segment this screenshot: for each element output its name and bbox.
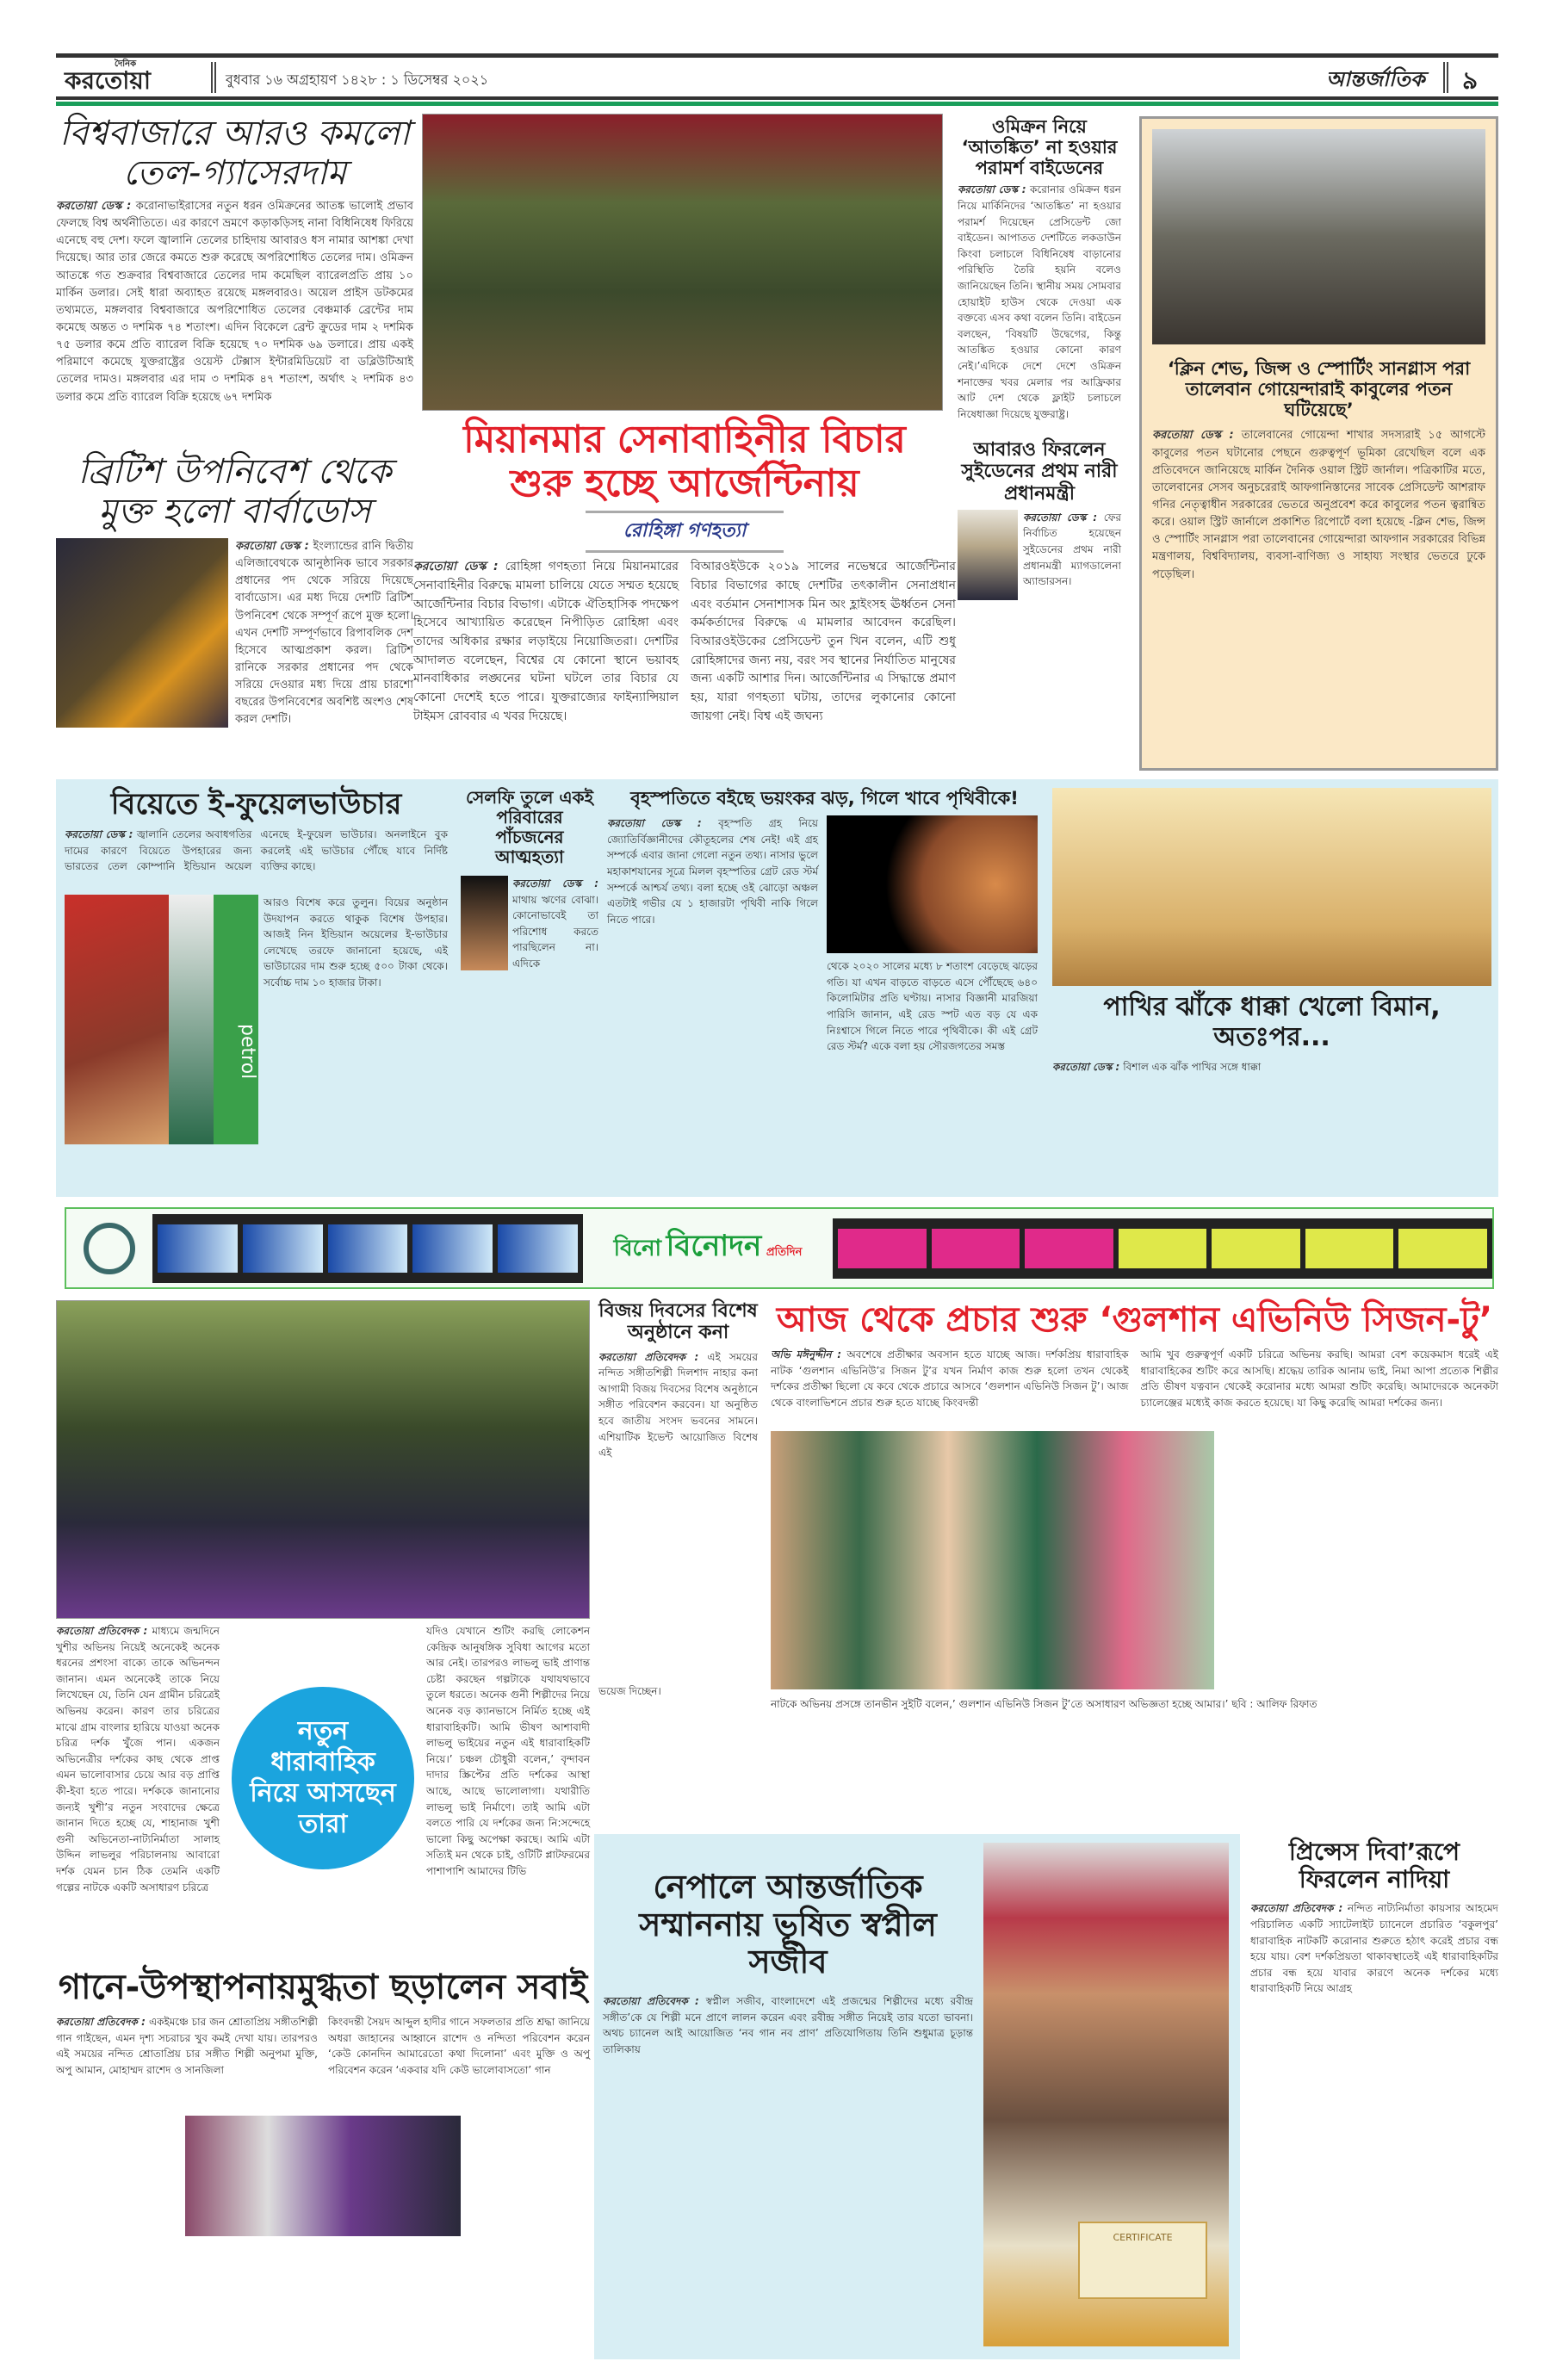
headline: পাখির ঝাঁকে ধাক্কা খেলো বিমান, অতঃপর... <box>1103 992 1441 1052</box>
body-text: রোহিঙ্গা গণহত্যা নিয়ে মিয়ানমারের সেনাবাহিনীর বিরুদ্ধে মামলা চালিয়ে যেতে সম্মত হয়েছে আর্জেন্টিনার বিচার বিভাগ। এটাকে ঐতিহাসিক পদক্ষেপ হিসেবে আখ্যায়িত করেছেন নিপীড়িত রোহিঙ্গা এবং তাদের অধিকার রক্ষার লড়াইয়ে নিয়োজিতরা। দেশটির আদালত বলেছেন, বিশ্বের যে কোনো স্থানে ভয়াবহ মানবাধিকার লঙ্ঘনের ঘটনা ঘটলে তার বিচার যে কোনো দেশেই হতে পারে। যুক্তরাজ্যের ফাইন্যান্সিয়াল টাইমস রোববার এ খবর দিয়েছে। <box>413 560 679 723</box>
photo-caption: নাটকে অভিনয় প্রসঙ্গে তানভীন সুইটি বলেন,’ গুলশান এভিনিউ সিজন টু’তে অসাধারণ অভিজ্ঞতা হচ্ছে আমার।’ ছবি : আলিফ রিফাত <box>771 1698 1318 1710</box>
headline: আজ থেকে প্রচার শুরু ‘গুলশান এভিনিউ সিজন-টু’ <box>776 1300 1493 1340</box>
entertainment-banner <box>65 1207 1494 1289</box>
article-taliban <box>1139 116 1498 771</box>
article-body <box>65 827 448 891</box>
header-top-rule <box>56 53 1498 58</box>
banner-text-2: বিনোদন <box>666 1229 762 1263</box>
header-green-rule <box>56 102 1498 106</box>
headline: নেপালে আন্তর্জাতিক সম্মাননায় ভূষিত স্বপ্নীল সজীব <box>639 1868 937 1981</box>
article-body <box>1152 427 1485 711</box>
headline: বিশ্ববাজারে আরও কমলো তেল-গ্যাসেরদাম <box>59 114 411 193</box>
article-birds-plane <box>1052 788 1491 1145</box>
film-strip-colored <box>833 1218 1492 1279</box>
article-body <box>1250 1900 1498 2331</box>
article-gulshan-avenue <box>771 1300 1498 1713</box>
issue-date: বুধবার ১৬ অগ্রহায়ণ ১৪২৮ : ১ ডিসেম্বর ২০২১ <box>226 71 489 88</box>
headline: সেলফি তুলে একই পরিবারের পাঁচজনের আত্মহত্যা <box>465 787 594 867</box>
article-princess-diba <box>1250 1838 1498 2331</box>
byline: করতোয়া ডেস্ক : <box>958 183 1026 196</box>
byline: করতোয়া প্রতিবেদক : <box>56 1625 148 1637</box>
article-body-col-3 <box>1223 1431 1498 1689</box>
article-sweden <box>958 439 1121 708</box>
photo-birds-plane <box>1052 788 1491 986</box>
banner-title <box>583 1224 833 1273</box>
headline: ব্রিটিশ উপনিবেশ থেকে মুক্ত হলো বার্বাডোস <box>78 452 392 531</box>
body-text: মাথায় ঋণের বোঝা। কোনোভাবেই তা পরিশোধ করতে পারছিলেন না। এদিকে <box>512 893 598 970</box>
article-nepal-award <box>594 1834 1240 2359</box>
article-body <box>598 1349 758 1677</box>
body-text: নন্দিত নাট্যনির্মাতা কায়সার আহমেদ পরিচালিত একটি স্যাটেলাইট চ্যানেলে প্রচারিত ‘বকুলপুর’ ধারাবাহিক নাটকটি করোনার শুরুতে হঠাৎ করেই প্রচার বন্ধ হয়ে যায়। বেশ দর্শকপ্রিয়তা থাকাবস্থাতেই এই ধারাবাহিকটির প্রচার বন্ধ হয়ে যাবার কারণে অনেক দর্শকের মধ্যে ধারাবাহিকটি নিয়ে আগ্রহ <box>1250 1902 1498 1995</box>
body-text: অবশেষে প্রতীক্ষার অবসান হতে যাচ্ছে আজ। দর্শকপ্রিয় ধারাবাহিক নাটক ‘গুলশান এভিনিউ’র সিজন টু’র যখন নির্মাণ কাজ শুরু হলো তখন থেকেই দর্শকের প্রতীক্ষা ছিলো যে কবে থেকে প্রচারে আসবে ‘গুলশান এভিনিউ সিজন টু’। আজ থেকে বাংলাভিশনে প্রচার শুরু হতে যাচ্ছে কিংবদন্তী <box>771 1348 1129 1409</box>
byline: অভি মঈনুদ্দীন : <box>771 1348 842 1360</box>
article-body <box>1023 510 1121 708</box>
body-text: ইংল্যান্ডের রানি দ্বিতীয় এলিজাবেথকে আনুষ্ঠানিক ভাবে সরকার প্রধানের পদ থেকে সরিয়ে দিয়েছে বার্বাডোস। এর মধ্য দিয়ে দেশটি ব্রিটিশ উপনিবেশ থেকে সম্পূর্ণ রূপে মুক্ত হলো। এখন দেশটি সম্পূর্ণভাবে রিপাবলিক দেশ হিসেবে আত্মপ্রকাশ করল। ব্রিটিশ রানিকে সরকার প্রধানের পদ থেকে সরিয়ে দেওয়ার মধ্য দিয়ে প্রায় চারশো বছরের উপনিবেশের অবশিষ্ট অংশও শেষ করল দেশটি। <box>235 540 414 727</box>
byline: করতোয়া ডেস্ক : <box>1152 429 1234 443</box>
article-body <box>235 538 413 728</box>
headline: ‘ক্লিন শেভ, জিন্স ও স্পোর্টিং সানগ্লাস পরা তালেবান গোয়েন্দারাই কাবুলের পতন ঘটিয়েছে’ <box>1167 358 1471 421</box>
body-text: এই সময়ের নন্দিত সঙ্গীতশিল্পী দিলশাদ নাহার কনা আগামী বিজয় দিবসের বিশেষ অনুষ্ঠানে সঙ্গীত পরিবেশন করবেন। যা অনুষ্ঠিত হবে জাতীয় সংসদ ভবনের সামনে। এশিয়াটিক ইভেন্ট আয়োজিত বিশেষ এই <box>598 1350 758 1460</box>
article-body <box>512 876 598 1134</box>
byline: করতোয়া ডেস্ক : <box>413 560 499 574</box>
film-reel-icon <box>84 1223 135 1274</box>
article-bijoy-dibos <box>598 1300 758 1699</box>
article-body-col-2: যদিও যেখানে শুটিং করছি লোকেশন কেন্দ্রিক আনুষঙ্গিক সুবিধা আগের মতো আর নেই। তারপরও লাভলু ভাই প্রাণান্ত চেষ্টা করছেন গল্পটাকে যথাযথভাবে তুলে ধরতে। অনেক গুনী শিল্পীদের নিয়ে অনেক বড় ক্যানভাসে নির্মিত হচ্ছে এই ধারাবাহিকটি। আমি ভীষণ আশাবাদী লাভলু ভাইয়ের নতুন এই ধারাবাহিকটি নিয়ে।’ চঞ্চল চৌধুরী বলেন,’ বৃন্দাবন দাদার স্ক্রিপ্টের প্রতি দর্শকের আস্থা আছে, আছে ভালোলাগা। যথারীতি লাভলু ভাই নির্মাণে। তাই আমি এটা বলতে পারি যে দর্শকের জন্য নি:সন্দেহে ভালো কিছু অপেক্ষা করছে। আমি এটা সত্যিই মন থেকে চাই, ওটিটি প্লাটফরমের পাশাপাশি আমাদের টিভি <box>426 1625 590 1877</box>
photo-taliban-fighter <box>1152 129 1485 344</box>
article-body-col-1 <box>56 2014 318 2109</box>
petrol-label: petrol <box>214 895 258 1144</box>
headline-line-1: মিয়ানমার সেনাবাহিনীর বিচার <box>463 418 906 462</box>
section-divider <box>1443 62 1448 93</box>
article-omicron <box>958 116 1121 420</box>
film-strip-blue <box>152 1214 583 1283</box>
byline: করতোয়া প্রতিবেদক : <box>603 1995 699 2008</box>
article-body-col-1 <box>56 1623 220 1955</box>
article-myanmar <box>413 418 956 752</box>
article-body-2: আরও বিশেষ করে তুলুন। বিয়ের অনুষ্ঠান উদযাপন করতে থাকুক বিশেষ উপহার। আজই নিন ইন্ডিয়ান অয়েলের ই-ভাউচার লেখেছে তরফে জানানো হয়েছে, এই ভাউচারের দাম শুরু হচ্ছে ৫০০ টাকা থেকে। সর্বোচ্চ দাম ১০ হাজার টাকা। <box>264 896 448 989</box>
article-body-col-2: আমি খুব গুরুত্বপূর্ণ একটি চরিত্রে অভিনয় করছি। আমরা বেশ কয়েকমাস ধরেই এই ধারাবাহিকের শুটিং করে আসছি। শ্রদ্ধেয় তারিক আনাম ভাই, নিমা আপা প্রত্যেক শিল্পীর প্রতি ভীষণ যত্নবান থেকেই করোনার মধ্যে আমরা শুটিং করেছি। আমাদেরকে অনেকটা চ্যালেঞ্জের মধ্যেই কাজ করতে হয়েছে। যা কিছু করেছি আমরা দর্শকের জন্য। <box>1140 1348 1498 1409</box>
article-body-col-1 <box>413 558 679 752</box>
article-end: ভয়েজ দিচ্ছেন। <box>598 1684 661 1697</box>
body-text: জ্বালানি তেলের অবাধগতির দামের কারণে বিয়েতে উপহারের জন্য ভারতের তেল কোম্পানি ইন্ডিয়ান অয়েল এনেছে ই-ফুয়েল ভাউচার। অনলাইনে বুক করলেই এই ভাউচার পৌঁছে যাবে নির্দিষ্ট ব্যক্তির কাছে। <box>65 828 448 873</box>
headline: আবারও ফিরলেন সুইডেনের প্রথম নারী প্রধানমন্ত্রী <box>961 439 1118 505</box>
photo-singers <box>185 2116 461 2236</box>
body-text: একইমঞ্চে চার জন শ্রোতাপ্রিয় সঙ্গীতশিল্পী গান গাইছেন, এমন দৃশ্য সচরাচর খুব কমই দেখা যায়। তারপরও এই সময়ের নন্দিত শ্রোতাপ্রিয় চার সঙ্গীত শিল্পী অনুপমা মুক্তি, অপু আমান, মোহাম্মদ রাশেদ ও সানজিলা <box>56 2016 318 2076</box>
banner-text-3: প্রতিদিন <box>766 1246 803 1259</box>
photo-selfie <box>461 876 508 970</box>
masthead-small: দৈনিক <box>115 59 137 69</box>
article-body <box>958 182 1121 420</box>
article-body <box>603 1993 973 2338</box>
article-jupiter-storm <box>607 788 1042 1160</box>
photo-serial-cast <box>56 1300 590 1619</box>
subhead-rohingya-genocide: রোহিঙ্গা গণহত্যা <box>586 511 784 553</box>
body-text: করোনাভাইরাসের নতুন ধরন ওমিক্রনের আতঙ্ক ভালোই প্রভাব ফেলছে বিশ্ব অর্থনীতিতে। এর কারণে ভ্রমণে কড়াকড়িসহ নানা বিধিনিষেধ ফিরিয়ে এনেছে বহু দেশ। ফলে জ্বালানি তেলের চাহিদায় আবারও ধস নামার আশঙ্কা দেখা দিয়েছে। আর তার জেরে কমতে শুরু করেছে অপরিশোধিত তেলের দাম। ওমিক্রন আতঙ্কে গত শুক্রবার বিশ্ববাজারে তেলের দাম কমেছিল ব্যারেলপ্রতি প্রায় ১০ মার্কিন ডলার। সেই ধারা অব্যাহত রয়েছে মঙ্গলবারও। অয়েল প্রাইস ডটকমের তথ্যমতে, মঙ্গলবার বিশ্ববাজারে অপরিশোধিত তেলের বেঞ্চমার্ক ব্রেন্টের দাম কমেছে অন্তত ৩ দশমিক ৭৪ শতাংশ। এদিন বিকেলে ব্রেন্ট ক্রুডের দাম ২ দশমিক ৭৫ ডলার কমে প্রতি ব্যারেল বিক্রি হয়েছে ৭০ দশমিক ৬৯ ডলারে। প্রায় একই পরিমাণে কমেছে যুক্তরাষ্ট্রের ওয়েস্ট টেক্সাস ইন্টারমিডিয়েট বা ডব্লিউটিআই তেলের দামও। মঙ্গলবার এর দাম ৩ দশমিক ৪৭ শতাংশ, অর্থাৎ ২ দশমিক ৪৩ ডলার কমে প্রতি ব্যারেল বিক্রি হয়েছে ৬৭ দশমিক <box>56 200 413 404</box>
body-text: বিশাল এক ঝাঁক পাখির সঙ্গে ধাক্কা <box>1123 1061 1262 1073</box>
byline: করতোয়া ডেস্ক : <box>512 877 598 889</box>
body-text: করোনার ওমিক্রন ধরন নিয়ে মার্কিনিদের ‘আতঙ্কিত’ না হওয়ার পরামর্শ দিয়েছেন প্রেসিডেন্ট জো বাইডেন। আপাতত দেশটিতে লকডাউন কিংবা চলাচলে বিধিনিষেধ বাড়ানোর পরিস্থিতি তৈরি হয়নি বলেও জানিয়েছেন তিনি। স্থানীয় সময় সোমবার হোয়াইট হাউস থেকে দেওয়া এক বক্তব্যে এসব কথা বলেন তিনি। বাইডেন বলছেন, ‘বিষয়টি উদ্বেগের, কিন্তু আতঙ্কিত হওয়ার কোনো কারণ নেই।’এদিকে দেশে দেশে ওমিক্রন শনাক্তের খবর মেলার পর আফ্রিকার আট দেশ থেকে ফ্লাইট চলাচলে নিষেধাজ্ঞা দিয়েছে যুক্তরাষ্ট্র। <box>958 183 1121 420</box>
photo-swedish-pm <box>958 510 1018 600</box>
article-new-serial <box>56 1623 590 1955</box>
masthead-divider <box>211 62 216 93</box>
headline-line-2: শুরু হচ্ছে আর্জেন্টিনায় <box>510 461 859 505</box>
headline: বিয়েতে ই-ফুয়েলভাউচার <box>110 787 402 821</box>
headline: গানে-উপস্থাপনায়মুগ্ধতা ছড়ালেন সবাই <box>58 1968 588 2007</box>
byline: করতোয়া ডেস্ক : <box>56 200 132 213</box>
header-bottom-rule <box>56 96 1498 100</box>
byline: করতোয়া প্রতিবেদক : <box>1250 1902 1343 1915</box>
photo-wedding-petrol <box>65 895 258 1144</box>
masthead-logo <box>65 60 207 95</box>
article-song-performance <box>56 1968 590 2236</box>
headline: বৃহস্পতিতে বইছে ভয়ংকর ঝড়, গিলে খাবে পৃথিবীকে! <box>630 788 1019 809</box>
certificate-label: CERTIFICATE <box>1078 2222 1207 2299</box>
article-body <box>56 198 413 404</box>
body-text: বৃহস্পতি গ্রহ নিয়ে জ্যোতির্বিজ্ঞানীদের কৌতূহলের শেষ নেই! এই গ্রহ সম্পর্কে এবার জানা গেলো নতুন তথ্য। নাসার ভুলে মহাকাশযানের সূত্রে মিলল বৃহস্পতির গ্রেট রেড স্টর্ম সম্পর্কে আশ্চর্য তথ্য। বলা হচ্ছে ওই ঝোড়ো অঞ্চল এতটাই গভীর যে ১ হাজারটা পৃথিবী নাকি গিলে নিতে পারে। <box>607 817 818 926</box>
byline: করতোয়া ডেস্ক : <box>1023 511 1098 524</box>
article-body-col-1 <box>607 815 818 1160</box>
article-body <box>1052 1059 1491 1145</box>
photo-gulshan-cast <box>771 1431 1214 1689</box>
page-number: ৯ <box>1462 66 1479 95</box>
article-oil-prices <box>56 114 413 404</box>
headline: ওমিক্রন নিয়ে ‘আতঙ্কিত’ না হওয়ার পরামর্শ বাইডেনের <box>961 116 1118 179</box>
body-text: স্বপ্নীল সজীব, বাংলাদেশে এই প্রজন্মের শিল্পীদের মধ্যে রবীন্দ্র সঙ্গীত’কে যে শিল্পী মনে প্রাণে লালন করেন এবং রবীন্দ্র সঙ্গীত নিয়েই তার যতো ভাবনা। অথচ চ্যানেল আই আয়োজিত ‘নব গান নব প্রাণ’ প্রতিযোগিতায় তিনি শুধুমাত্র চূড়ান্ত তালিকায় <box>603 1995 973 2055</box>
banner-text-1: বিনো <box>613 1236 662 1261</box>
article-body-col-2: কিংবদন্তী সৈয়দ আব্দুল হাদীর গানে সফলতার প্রতি শ্রদ্ধা জানিয়ে অধরা জাহানের আহ্বানে রাশেদ ও নন্দিতা পরিবেশন করেন ‘কেউ কোনদিন আমারেতো কথা দিলোনা’ এবং মুক্তি ও অপু পরিবেশন করেন ‘একবার যদি কেউ ভালোবাসতো’ গান <box>328 2016 590 2076</box>
photo-myanmar-soldiers <box>422 114 943 411</box>
masthead-name: করতোয়া <box>65 66 151 95</box>
byline: করতোয়া ডেস্ক : <box>1052 1061 1120 1073</box>
section-name: আন্তর্জাতিক <box>1326 67 1425 91</box>
article-body-col-2: থেকে ২০২০ সালের মধ্যে ৮ শতাংশ বেড়েছে ঝড়ের গতি। যা এখন বাড়তে বাড়তে এসে পৌঁছেছে ৬৪০ কিলোমিটার প্রতি ঘণ্টায়। নাসার বিজ্ঞানী মারজিয়া পারিসি জানান, এই রেড স্পট এত বড় যে এক নিঃশ্বাসে গিলে নিতে পারে পৃথিবীকে। কী এই গ্রেট রেড স্টর্ম? একে বলা হয় সৌরজগতের সমস্ত <box>827 960 1038 1053</box>
article-barbados <box>56 452 413 728</box>
new-serial-circle-callout: নতুন ধারাবাহিক নিয়ে আসছেন তারা <box>228 1683 418 1873</box>
photo-swapnil-sajib <box>983 1843 1229 2346</box>
article-e-fuel-voucher <box>65 788 448 1144</box>
article-body-col-2: বিআরওইউকে ২০১৯ সালের নভেম্বরে আর্জেন্টিনার বিচার বিভাগের কাছে দেশটির তৎকালীন সেনাপ্রধান এবং বর্তমান সেনাশাসক মিন অং হ্লাইংসহ ঊর্ধ্বতন সেনা কর্মকর্তাদের বিরুদ্ধে এ মামলার আবেদন করেছিল। বিআরওইউকের প্রেসিডেন্ট তুন খিন বলেন, এটি শুধু রোহিঙ্গাদের জন্য নয়, বরং সব স্থানের নির্যাতিত মানুষের জন্য একটি আশার দিন। আর্জেন্টিনার এ সিদ্ধান্তে প্রমাণ হয়, যারা গণহত্যা ঘটায়, তাদের লুকানোর কোনো জায়গা নেই। বিশ্ব এই জঘন্য <box>691 560 956 723</box>
byline: করতোয়া প্রতিবেদক : <box>56 2016 146 2028</box>
body-text: তালেবানের গোয়েন্দা শাখার সদস্যরাই ১৫ আগস্টে কাবুলের পতন ঘটানোর পেছনে গুরুত্বপূর্ণ ভূমিকা রেখেছিল বলে এক প্রতিবেদনে জানিয়েছে মার্কিন দৈনিক ওয়াল স্ট্রিট জার্নাল। পত্রিকাটির মতে, তালেবানের সেসব অনুচরেরাই আফগানিস্তানের সাবেক প্রেসিডেন্ট আশরাফ গনির নেতৃত্বাধীন সরকারের ভেতরে অনুপ্রবেশ করে কাবুলের পতন ত্বরান্বিত করে। ওয়াল স্ট্রিট জার্নালে প্রকাশিত রিপোর্টে বলা হয়েছে -ক্লিন শেভ, জিন্স ও স্পোর্টিং সানগ্লাস পরা তালেবানের গোয়েন্দারা আফগান সরকারের বিভিন্ন মন্ত্রণালয়, বিশ্ববিদ্যালয়, ব্যবসা-বাণিজ্য ও সাহায্য সংস্থার ভেতরে ঢুকে পড়েছিল। <box>1152 429 1485 581</box>
byline: করতোয়া ডেস্ক : <box>607 817 702 830</box>
headline: বিজয় দিবসের বিশেষ অনুষ্ঠানে কনা <box>598 1300 758 1344</box>
byline: করতোয়া ডেস্ক : <box>65 828 133 841</box>
article-selfie-suicide <box>461 788 598 1134</box>
byline: করতোয়া প্রতিবেদক : <box>598 1350 699 1363</box>
body-text: মাধ্যমে জন্মদিনে খুশীর অভিনয় নিয়েই অনেকেই অনেক ধরনের প্রশংসা বাক্যে তাকে অভিনন্দন জানান। এমন অনেকেই তাকে নিয়ে লিখেছেন যে, তিনি যেন গ্রামীন চরিত্রেই অভিনয় করেন। কারণ তার চরিত্রের মাঝে গ্রাম বাংলার হারিয়ে যাওয়া অনেক চরিত্র দর্শক খুঁজে পান। একজন অভিনেত্রীর দর্শকের কাছ থেকে প্রাপ্ত এমন ভালোবাসার চেয়ে আর বড় প্রাপ্তি কী-ইবা হতে পারে। দর্শককে জানানোর জন্যই খুশী’র নতুন সংবাদের ক্ষেত্রে জানান দিতে হচ্ছে যে, শাহানাজ খুশী গুনী অভিনেতা-নাট্যনির্মাতা সালাহ উদ্দিন লাভলুর পরিচালনায় আবারো দর্শক যেমন চান ঠিক তেমনি একটি গল্পের নাটকে একটি অসাধারণ চরিত্রে <box>56 1625 220 1893</box>
body-text: ফের নির্বাচিত হয়েছেন সুইডেনের প্রথম নারী প্রধানমন্ত্রী ম্যাগডালেনা অ্যান্ডারসন। <box>1023 511 1121 588</box>
article-body-col-1 <box>771 1347 1129 1424</box>
photo-jupiter <box>827 815 1038 953</box>
headline: প্রিন্সেস দিবা’রূপে ফিরলেন নাদিয়া <box>1288 1838 1460 1894</box>
photo-barbados-ceremony <box>56 538 228 728</box>
byline: করতোয়া ডেস্ক : <box>235 540 309 553</box>
